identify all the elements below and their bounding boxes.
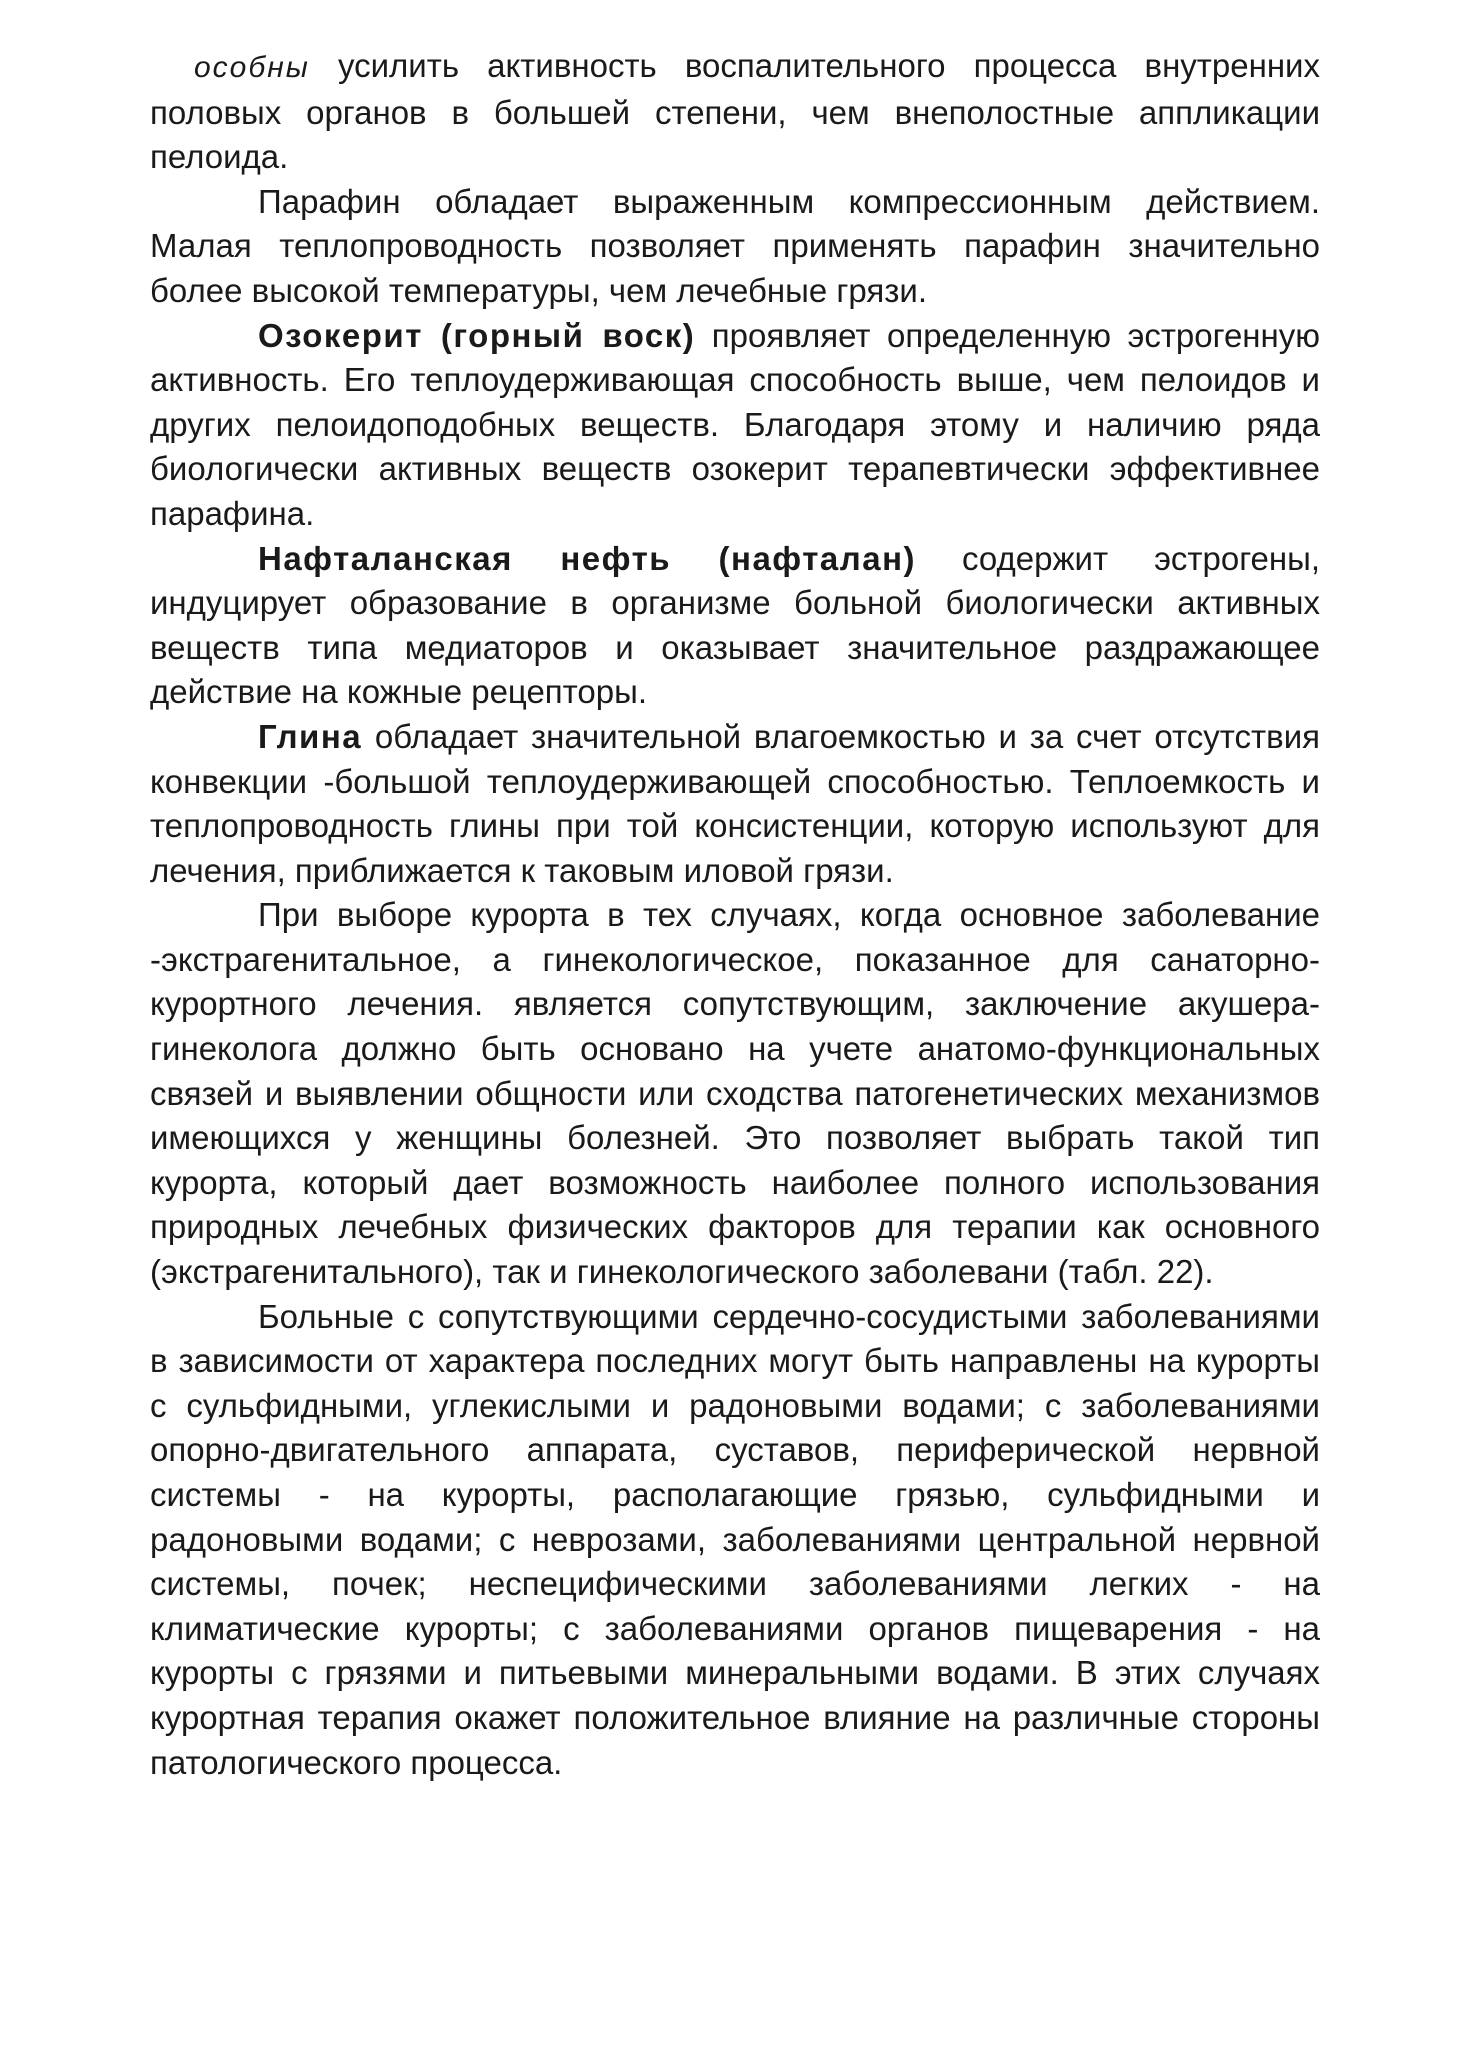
paragraph-resort-choice: [150, 893, 1320, 1294]
term-heading: Озокерит (горный воск): [258, 316, 696, 354]
paragraph-text: Парафин обладает выраженным компрессионным действием. Малая теплопроводность позволяет применять парафин значительно более высокой температуры, чем лечебные грязи.: [150, 182, 1320, 309]
paragraph-text: При выборе курорта в тех случаях, когда основное заболевание -экстрагенитальное, а гинекологическое, показанное для санаторно-курортного лечения. является сопутствующим, заключение акушера-гинеколога должно быть основано на учете анатомо-функциональных связей и выявлении общности или сходства патогенетических механизмов имеющихся у женщины болезней. Это позволяет выбрать такой тип курорта, который дает возможность наиболее полного использования природных лечебных физических факторов для терапии как основного (экстрагенитального), так и гинекологического заболевани (табл. 22).: [150, 896, 1320, 1291]
term-heading: Нафталанская нефть (нафталан): [258, 539, 916, 577]
paragraph-text: содержит эстрогены, индуцирует образование в организме больной биологически активных веществ типа медиаторов и оказывает значительное раздражающее действие на кожные рецепторы.: [150, 539, 1321, 711]
paragraph-text: проявляет определенную эстрогенную активность. Его теплоудерживающая способность выше, чем пелоидов и других пелоидоподобных веществ. Благодаря этому и наличию ряда биологически активных веществ озокерит терапевтически эффективнее парафина.: [150, 316, 1320, 532]
paragraph-naftalan: [150, 537, 1320, 715]
paragraph-continuation: [150, 44, 1320, 180]
paragraph-comorbid-patients: [150, 1295, 1320, 1786]
paragraph-text: Больные с сопутствующими сердечно-сосудистыми заболеваниями в зависимости от характера последних могут быть направлены на курорты с сульфидными, углекислыми и радоновыми водами; с заболеваниями опорно-двигательного аппарата, суставов, периферической нервной системы - на курорты, располагающие грязью, сульфидными и радоновыми водами; с неврозами, заболеваниями центральной нервной системы, почек; неспецифическими заболеваниями легких - на климатические курорты; с заболеваниями органов пищеварения - на курорты с грязями и питьевыми минеральными водами. В этих случаях курортная терапия окажет положительное влияние на различные стороны патологического процесса.: [150, 1297, 1320, 1781]
paragraph-ozokerite: [150, 314, 1320, 537]
document-page: [150, 44, 1320, 1785]
italic-lead-word: особны: [194, 51, 310, 84]
term-heading: Глина: [258, 717, 363, 755]
paragraph-text: обладает значительной влагоемкостью и за счет отсутствия конвекции -большой теплоудерживающей способностью. Теплоемкость и теплопроводность глины при той консистенции, которую используют для лечения, приближается к таковым иловой грязи.: [150, 717, 1320, 889]
paragraph-clay: [150, 715, 1320, 893]
paragraph-text: усилить активность воспалительного процесса внутренних половых органов в большей степени, чем внеполостные аппликации пелоида.: [150, 47, 1320, 176]
paragraph-paraffin: [150, 180, 1320, 314]
